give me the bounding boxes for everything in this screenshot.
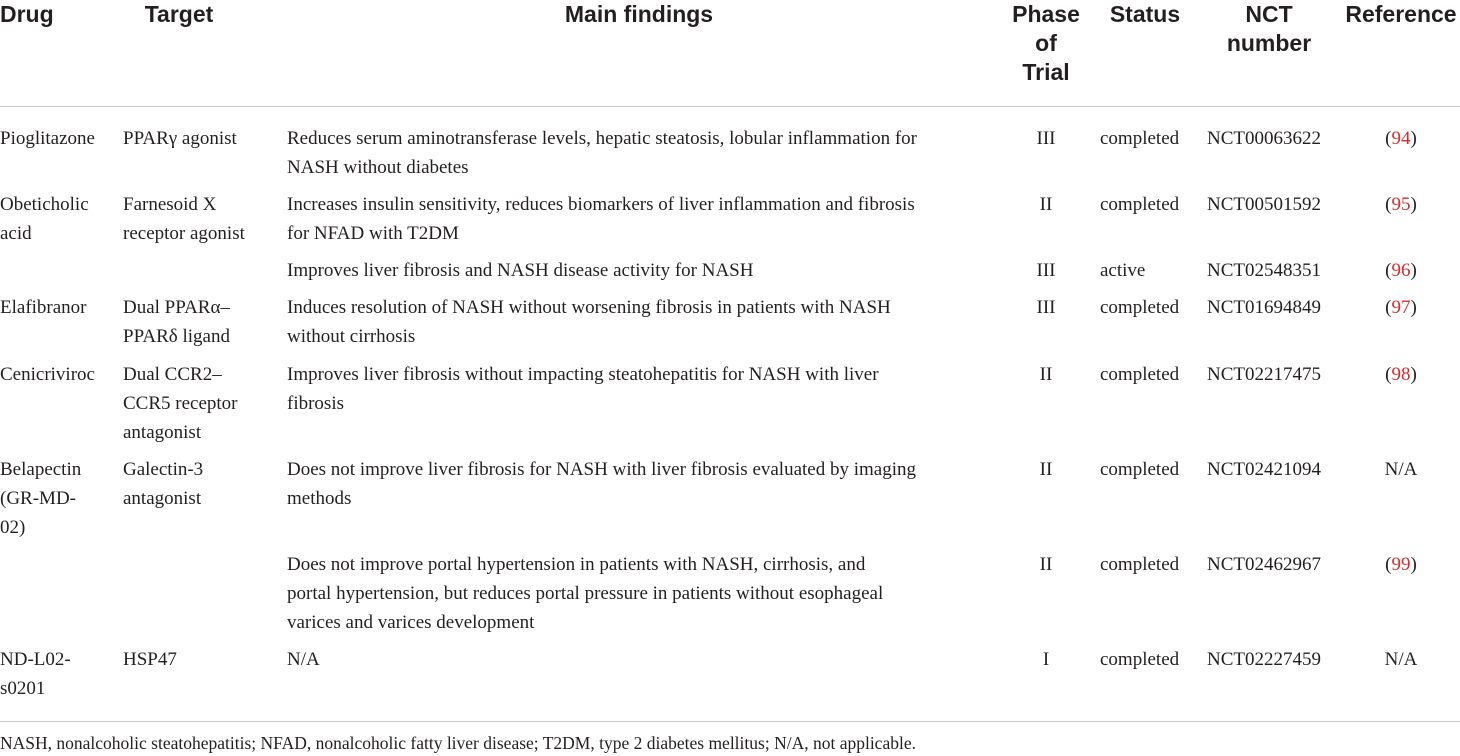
cell-status: completed xyxy=(1100,554,1180,575)
reference-link[interactable]: 97 xyxy=(1391,297,1411,318)
cell-findings: Does not improve liver fibrosis for NASH with liver fibrosis evaluated by imaging xyxy=(287,459,917,480)
cell-findings: varices and varices development xyxy=(287,612,535,633)
cell-target: Dual PPARα– xyxy=(123,297,230,318)
header-rule xyxy=(0,106,1460,107)
cell-findings: Induces resolution of NASH without worsening fibrosis in patients with NASH xyxy=(287,297,891,318)
cell-target: CCR5 receptor xyxy=(123,393,238,414)
ref-close-paren: ) xyxy=(1410,297,1417,318)
cell-phase: III xyxy=(1036,260,1056,281)
header-nct-number xyxy=(1206,0,1332,58)
cell-target: antagonist xyxy=(123,422,202,443)
cell-status: active xyxy=(1100,260,1146,281)
header-reference: Reference xyxy=(1345,1,1457,27)
header-nct-line: number xyxy=(1226,30,1312,56)
ref-close-paren: ) xyxy=(1410,554,1417,575)
ref-open-paren: ( xyxy=(1385,194,1392,215)
cell-nct-number: NCT02421094 xyxy=(1207,459,1321,480)
cell-nct-number: NCT02548351 xyxy=(1207,260,1321,281)
cell-target: HSP47 xyxy=(123,649,177,670)
cell-reference[interactable] xyxy=(1342,550,1460,579)
cell-reference[interactable] xyxy=(1342,124,1460,153)
cell-nct-number: NCT02462967 xyxy=(1207,554,1321,575)
reference-link[interactable]: 99 xyxy=(1391,554,1411,575)
cell-phase: I xyxy=(1042,649,1050,670)
cell-drug: ND-L02- xyxy=(0,649,71,670)
header-main-findings: Main findings xyxy=(564,1,714,27)
cell-phase: III xyxy=(1036,128,1056,149)
cell-target: PPARδ ligand xyxy=(123,326,230,347)
cell-findings: Improves liver fibrosis and NASH disease activity for NASH xyxy=(287,260,754,281)
ref-close-paren: ) xyxy=(1410,260,1417,281)
cell-nct-number: NCT00063622 xyxy=(1207,128,1321,149)
cell-findings: methods xyxy=(287,488,352,509)
cell-findings: Increases insulin sensitivity, reduces biomarkers of liver inflammation and fibrosis xyxy=(287,194,915,215)
cell-findings: for NFAD with T2DM xyxy=(287,223,459,244)
cell-drug: 02) xyxy=(0,517,26,538)
header-status: Status xyxy=(1109,1,1181,27)
ref-close-paren: ) xyxy=(1410,128,1417,149)
cell-reference[interactable] xyxy=(1342,360,1460,389)
cell-status: completed xyxy=(1100,297,1180,318)
header-target: Target xyxy=(144,1,214,27)
cell-findings: Improves liver fibrosis without impacting steatohepatitis for NASH with liver xyxy=(287,364,879,385)
reference-link[interactable]: 94 xyxy=(1391,128,1411,149)
cell-target: Farnesoid X xyxy=(123,194,217,215)
cell-findings: portal hypertension, but reduces portal pressure in patients without esophageal xyxy=(287,583,884,604)
cell-phase: II xyxy=(1039,194,1053,215)
cell-drug: Belapectin xyxy=(0,459,82,480)
cell-reference[interactable] xyxy=(1342,256,1460,285)
table-footnote: NASH, nonalcoholic steatohepatitis; NFAD, nonalcoholic fatty liver disease; T2DM, type 2 diabetes mellitus; N/A, not applicable. xyxy=(0,733,916,753)
cell-status: completed xyxy=(1100,364,1180,385)
cell-drug: Cenicriviroc xyxy=(0,364,95,385)
header-phase-line: Trial xyxy=(1022,59,1070,85)
cell-drug: acid xyxy=(0,223,32,244)
cell-nct-number: NCT02227459 xyxy=(1207,649,1321,670)
cell-nct-number: NCT01694849 xyxy=(1207,297,1321,318)
cell-reference: N/A xyxy=(1384,649,1418,670)
ref-open-paren: ( xyxy=(1385,554,1392,575)
cell-reference: N/A xyxy=(1384,459,1418,480)
ref-close-paren: ) xyxy=(1410,194,1417,215)
cell-status: completed xyxy=(1100,649,1180,670)
cell-status: completed xyxy=(1100,194,1180,215)
cell-findings: NASH without diabetes xyxy=(287,157,469,178)
reference-link[interactable]: 96 xyxy=(1391,260,1411,281)
cell-drug: Elafibranor xyxy=(0,297,87,318)
header-phase-line: Phase xyxy=(1012,1,1080,27)
cell-nct-number: NCT00501592 xyxy=(1207,194,1321,215)
reference-link[interactable]: 95 xyxy=(1391,194,1411,215)
cell-target: antagonist xyxy=(123,488,202,509)
cell-phase: II xyxy=(1039,364,1053,385)
ref-open-paren: ( xyxy=(1385,260,1392,281)
reference-link[interactable]: 98 xyxy=(1391,364,1411,385)
header-phase-of-trial xyxy=(1006,0,1086,87)
cell-phase: III xyxy=(1036,297,1056,318)
cell-nct-number: NCT02217475 xyxy=(1207,364,1321,385)
cell-findings: N/A xyxy=(287,649,320,670)
cell-status: completed xyxy=(1100,128,1180,149)
bottom-rule xyxy=(0,721,1460,722)
ref-close-paren: ) xyxy=(1410,364,1417,385)
cell-drug: Obeticholic xyxy=(0,194,89,215)
cell-drug: Pioglitazone xyxy=(0,128,95,149)
cell-target: Dual CCR2– xyxy=(123,364,222,385)
cell-drug: (GR-MD- xyxy=(0,488,76,509)
header-nct-line: NCT xyxy=(1245,1,1293,27)
cell-findings: without cirrhosis xyxy=(287,326,416,347)
cell-drug: s0201 xyxy=(0,678,46,699)
cell-findings: fibrosis xyxy=(287,393,344,414)
ref-open-paren: ( xyxy=(1385,297,1392,318)
cell-target: Galectin-3 xyxy=(123,459,204,480)
ref-open-paren: ( xyxy=(1385,364,1392,385)
cell-findings: Reduces serum aminotransferase levels, hepatic steatosis, lobular inflammation for xyxy=(287,128,917,149)
cell-status: completed xyxy=(1100,459,1180,480)
cell-reference[interactable] xyxy=(1342,293,1460,322)
cell-phase: II xyxy=(1039,554,1053,575)
cell-target: receptor agonist xyxy=(123,223,245,244)
cell-findings: Does not improve portal hypertension in patients with NASH, cirrhosis, and xyxy=(287,554,866,575)
header-drug: Drug xyxy=(0,1,54,27)
cell-target: PPARγ agonist xyxy=(123,128,237,149)
ref-open-paren: ( xyxy=(1385,128,1392,149)
header-phase-line: of xyxy=(1035,30,1057,56)
cell-phase: II xyxy=(1039,459,1053,480)
cell-reference[interactable] xyxy=(1342,190,1460,219)
